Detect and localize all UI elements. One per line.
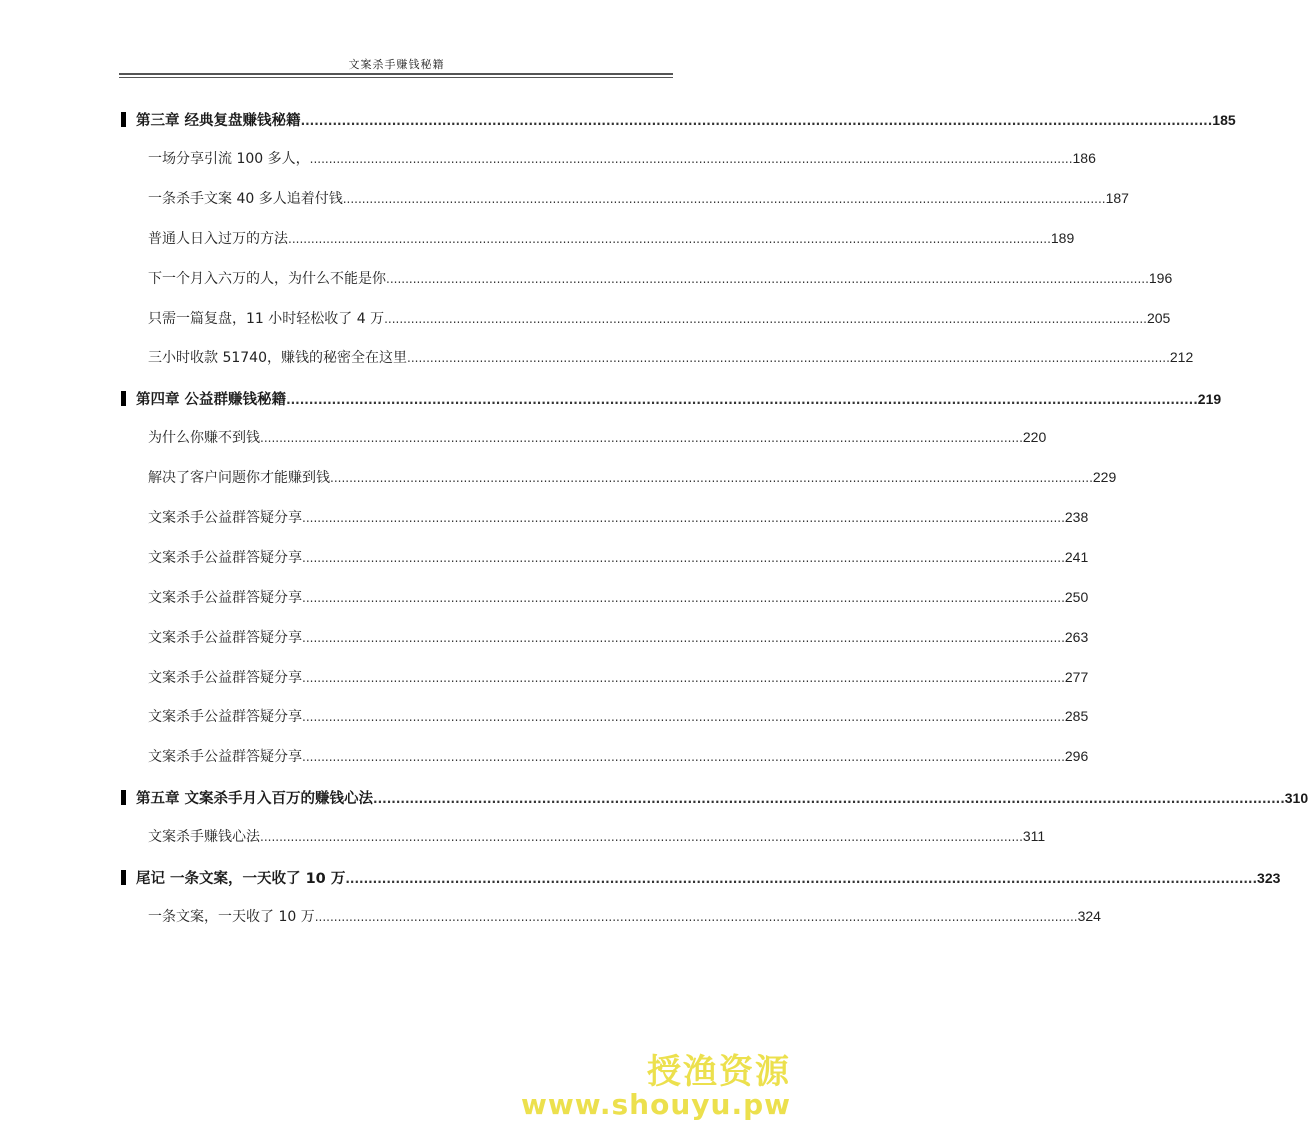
toc-page-number: 277	[1064, 669, 1089, 685]
toc-chapter-label: 第三章 经典复盘赚钱秘籍	[136, 113, 301, 129]
toc-entry-label: 文案杀手公益群答疑分享	[148, 709, 302, 725]
toc-chapter-4[interactable]	[121, 388, 1222, 409]
toc-leader-dots: ........................................................................................................................................................................................................	[302, 710, 1065, 724]
toc-entry[interactable]	[148, 547, 1089, 567]
toc-leader-dots: ........................................................................................................................................................................................................	[302, 551, 1065, 565]
toc-entry[interactable]	[148, 627, 1089, 647]
toc-entry-label: 文案杀手公益群答疑分享	[148, 510, 302, 526]
toc-entry[interactable]	[148, 228, 1075, 248]
toc-page-number: 310	[1284, 790, 1308, 806]
toc-entry-label: 一场分享引流 100 多人，	[148, 151, 310, 167]
toc-entry[interactable]	[148, 268, 1173, 288]
running-header-title: 文案杀手赚钱秘籍	[348, 58, 445, 71]
toc-entry-label: 三小时收款 51740，赚钱的秘密全在这里	[148, 350, 407, 366]
toc-leader-dots: ........................................................................................................................................................................................................	[407, 351, 1170, 365]
toc-leader-dots: ........................................................................................................................................................................................................	[260, 830, 1023, 844]
toc-page-number: 185	[1212, 112, 1236, 128]
toc-page-number: 189	[1050, 230, 1075, 246]
toc-entry-label: 文案杀手公益群答疑分享	[148, 550, 302, 566]
toc-page-number: 219	[1197, 391, 1222, 407]
toc-entry-label: 文案杀手公益群答疑分享	[148, 749, 302, 765]
toc-page-number: 263	[1064, 629, 1089, 645]
toc-leader-dots: ........................................................................................................................................................................................................	[260, 431, 1023, 445]
toc-entry-label: 文案杀手公益群答疑分享	[148, 590, 302, 606]
toc-entry[interactable]	[148, 148, 1096, 168]
toc-page-number: 220	[1022, 429, 1047, 445]
toc-entry-label: 一条杀手文案 40 多人追着付钱	[148, 191, 343, 207]
toc-chapter-label: 第五章 文案杀手月入百万的赚钱心法	[136, 791, 374, 807]
toc-chapter-label: 尾记 一条文案，一天收了 10 万	[136, 871, 346, 887]
toc-entry[interactable]	[148, 188, 1129, 208]
toc-page-number: 212	[1169, 349, 1194, 365]
toc-entry[interactable]	[148, 467, 1117, 487]
toc-entry[interactable]	[148, 587, 1089, 607]
toc-leader-dots: ........................................................................................................................................................................................................	[302, 631, 1065, 645]
toc-leader-dots: ........................................................................................................................................................................................................	[286, 393, 1198, 407]
toc-page-number: 323	[1257, 870, 1281, 886]
toc-entry-label: 文案杀手公益群答疑分享	[148, 670, 302, 686]
toc-entry-label: 解决了客户问题你才能赚到钱	[148, 470, 330, 486]
toc-chapter-5[interactable]	[121, 787, 1308, 808]
toc-chapter-label: 第四章 公益群赚钱秘籍	[136, 392, 287, 408]
toc-epilogue[interactable]	[121, 867, 1281, 888]
toc-entry[interactable]	[148, 347, 1194, 367]
watermark-brand: 授渔资源	[647, 1052, 791, 1092]
toc-page-number: 285	[1064, 708, 1089, 724]
header-rule-thick	[119, 73, 673, 75]
chapter-marker-bar	[121, 391, 126, 406]
toc-entry[interactable]	[148, 906, 1101, 926]
chapter-marker-bar	[121, 870, 126, 885]
chapter-marker-bar	[121, 790, 126, 805]
toc-entry[interactable]	[148, 746, 1089, 766]
toc-entry-label: 一条文案，一天收了 10 万	[148, 909, 315, 925]
toc-page-number: 324	[1077, 908, 1101, 924]
toc-entry-label: 只需一篇复盘，11 小时轻松收了 4 万	[148, 311, 385, 327]
toc-leader-dots: ........................................................................................................................................................................................................	[300, 114, 1213, 128]
toc-page-number: 196	[1148, 270, 1173, 286]
toc-leader-dots: ........................................................................................................................................................................................................	[386, 272, 1149, 286]
toc-leader-dots: ........................................................................................................................................................................................................	[345, 872, 1258, 886]
toc-entry-label: 文案杀手公益群答疑分享	[148, 630, 302, 646]
toc-page-number: 238	[1064, 509, 1089, 525]
toc-entry[interactable]	[148, 308, 1171, 328]
toc-page-number: 205	[1146, 310, 1171, 326]
toc-entry[interactable]	[148, 667, 1089, 687]
toc-entry[interactable]	[148, 507, 1089, 527]
toc-page-number: 311	[1022, 828, 1046, 844]
watermark-url: www.shouyu.pw	[521, 1088, 791, 1121]
toc-entry-label: 下一个月入六万的人，为什么不能是你	[148, 271, 386, 287]
header-rule-thin	[119, 77, 673, 78]
toc-page-number: 229	[1092, 469, 1117, 485]
toc-entry[interactable]	[148, 826, 1046, 846]
toc-page-number: 250	[1064, 589, 1089, 605]
chapter-marker-bar	[121, 112, 126, 127]
toc-page-number: 241	[1064, 549, 1089, 565]
toc-entry-label: 普通人日入过万的方法	[148, 231, 288, 247]
toc-entry-label: 文案杀手赚钱心法	[148, 829, 260, 845]
toc-entry-label: 为什么你赚不到钱	[148, 430, 260, 446]
toc-leader-dots: ........................................................................................................................................................................................................	[302, 591, 1065, 605]
toc-page-number: 187	[1105, 190, 1129, 206]
toc-chapter-3[interactable]	[121, 109, 1236, 130]
toc-leader-dots: ........................................................................................................................................................................................................	[342, 192, 1106, 206]
toc-leader-dots: ........................................................................................................................................................................................................	[302, 671, 1065, 685]
toc-page-number: 296	[1064, 748, 1089, 764]
toc-leader-dots: ........................................................................................................................................................................................................	[314, 910, 1078, 924]
toc-page-number: 186	[1072, 150, 1096, 166]
toc-leader-dots: ........................................................................................................................................................................................................	[384, 312, 1147, 326]
toc-leader-dots: ........................................................................................................................................................................................................	[302, 750, 1065, 764]
toc-entry[interactable]	[148, 427, 1047, 447]
toc-entry[interactable]	[148, 706, 1089, 726]
toc-leader-dots: ........................................................................................................................................................................................................	[373, 792, 1285, 806]
toc-leader-dots: ........................................................................................................................................................................................................	[330, 471, 1093, 485]
toc-leader-dots: ........................................................................................................................................................................................................	[302, 511, 1065, 525]
toc-leader-dots: ........................................................................................................................................................................................................	[309, 152, 1073, 166]
toc-leader-dots: ........................................................................................................................................................................................................	[288, 232, 1051, 246]
